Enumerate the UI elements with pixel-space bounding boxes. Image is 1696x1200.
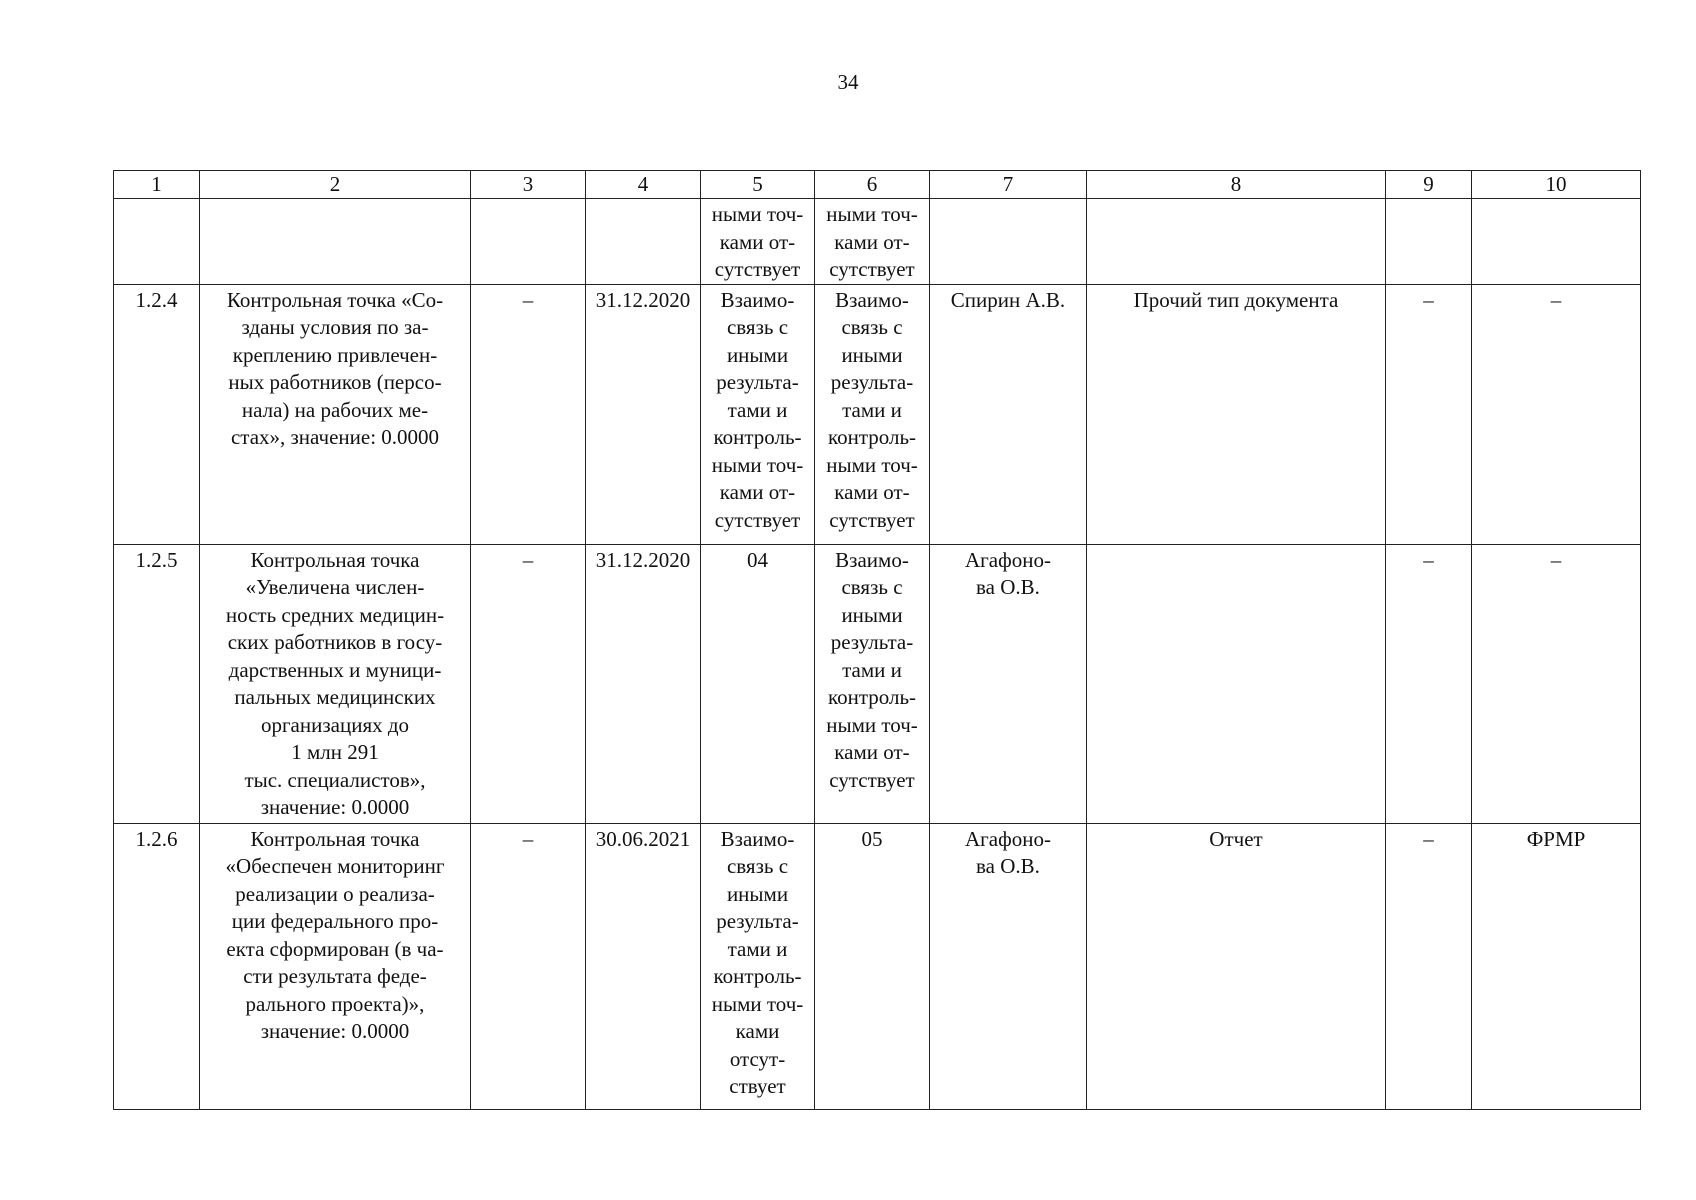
cell-date: 30.06.2021 <box>586 823 701 1109</box>
cell-responsible: Агафоно- ва О.В. <box>930 823 1087 1109</box>
cell-control-point-name: Контрольная точка «Со- зданы условия по за- креплению привлечен- ных работников (персо- нала) на рабочих ме- стах», значение: 0.0000 <box>200 284 471 544</box>
cell-relation-5: ными точ- ками от- сутствует <box>701 199 815 285</box>
cell-col3: – <box>471 823 586 1109</box>
cell-col10: ФРМР <box>1472 823 1641 1109</box>
cell-col3: – <box>471 284 586 544</box>
column-header: 6 <box>815 171 930 199</box>
table-row <box>114 284 1641 544</box>
column-header: 3 <box>471 171 586 199</box>
cell-relation-6: Взаимо- связь с иными результа- тами и контроль- ными точ- ками от- сутствует <box>815 284 930 544</box>
cell-document-type: Прочий тип документа <box>1087 284 1386 544</box>
cell-empty <box>200 199 471 285</box>
cell-document-type: Отчет <box>1087 823 1386 1109</box>
cell-empty <box>471 199 586 285</box>
cell-relation-6: Взаимо- связь с иными результа- тами и контроль- ными точ- ками от- сутствует <box>815 544 930 823</box>
cell-number: 1.2.4 <box>114 284 200 544</box>
column-header: 5 <box>701 171 815 199</box>
cell-relation-5: 04 <box>701 544 815 823</box>
cell-empty <box>1386 199 1472 285</box>
page-number: 34 <box>837 70 859 94</box>
cell-col3: – <box>471 544 586 823</box>
cell-control-point-name: Контрольная точка «Обеспечен мониторинг реализации о реализа- ции федерального про- екта сформирован (в ча- сти результата феде- рального проекта)», значение: 0.0000 <box>200 823 471 1109</box>
cell-date: 31.12.2020 <box>586 544 701 823</box>
cell-empty <box>114 199 200 285</box>
cell-col10: – <box>1472 284 1641 544</box>
cell-empty <box>930 199 1087 285</box>
table-row <box>114 544 1641 823</box>
column-header: 10 <box>1472 171 1641 199</box>
cell-empty <box>586 199 701 285</box>
cell-document-type <box>1087 544 1386 823</box>
cell-responsible: Агафоно- ва О.В. <box>930 544 1087 823</box>
cell-relation-6: ными точ- ками от- сутствует <box>815 199 930 285</box>
cell-empty <box>1087 199 1386 285</box>
cell-relation-5: Взаимо- связь с иными результа- тами и контроль- ными точ- ками отсут- ствует <box>701 823 815 1109</box>
cell-empty <box>1472 199 1641 285</box>
table-row <box>114 823 1641 1109</box>
column-header: 1 <box>114 171 200 199</box>
cell-col10: – <box>1472 544 1641 823</box>
column-header: 7 <box>930 171 1087 199</box>
column-header: 8 <box>1087 171 1386 199</box>
cell-number: 1.2.5 <box>114 544 200 823</box>
column-header: 9 <box>1386 171 1472 199</box>
cell-col9: – <box>1386 823 1472 1109</box>
cell-relation-6: 05 <box>815 823 930 1109</box>
table-row-continuation <box>114 199 1641 285</box>
cell-col9: – <box>1386 284 1472 544</box>
cell-responsible: Спирин А.В. <box>930 284 1087 544</box>
table-header-row <box>114 171 1641 199</box>
cell-date: 31.12.2020 <box>586 284 701 544</box>
column-header: 2 <box>200 171 471 199</box>
column-header: 4 <box>586 171 701 199</box>
cell-relation-5: Взаимо- связь с иными результа- тами и контроль- ными точ- ками от- сутствует <box>701 284 815 544</box>
cell-col9: – <box>1386 544 1472 823</box>
cell-control-point-name: Контрольная точка «Увеличена числен- ность средних медицин- ских работников в госу- дарственных и муници- пальных медицинских организациях до 1 млн 291 тыс. специалистов», значение: 0.0000 <box>200 544 471 823</box>
cell-number: 1.2.6 <box>114 823 200 1109</box>
control-points-table <box>113 170 1641 1110</box>
